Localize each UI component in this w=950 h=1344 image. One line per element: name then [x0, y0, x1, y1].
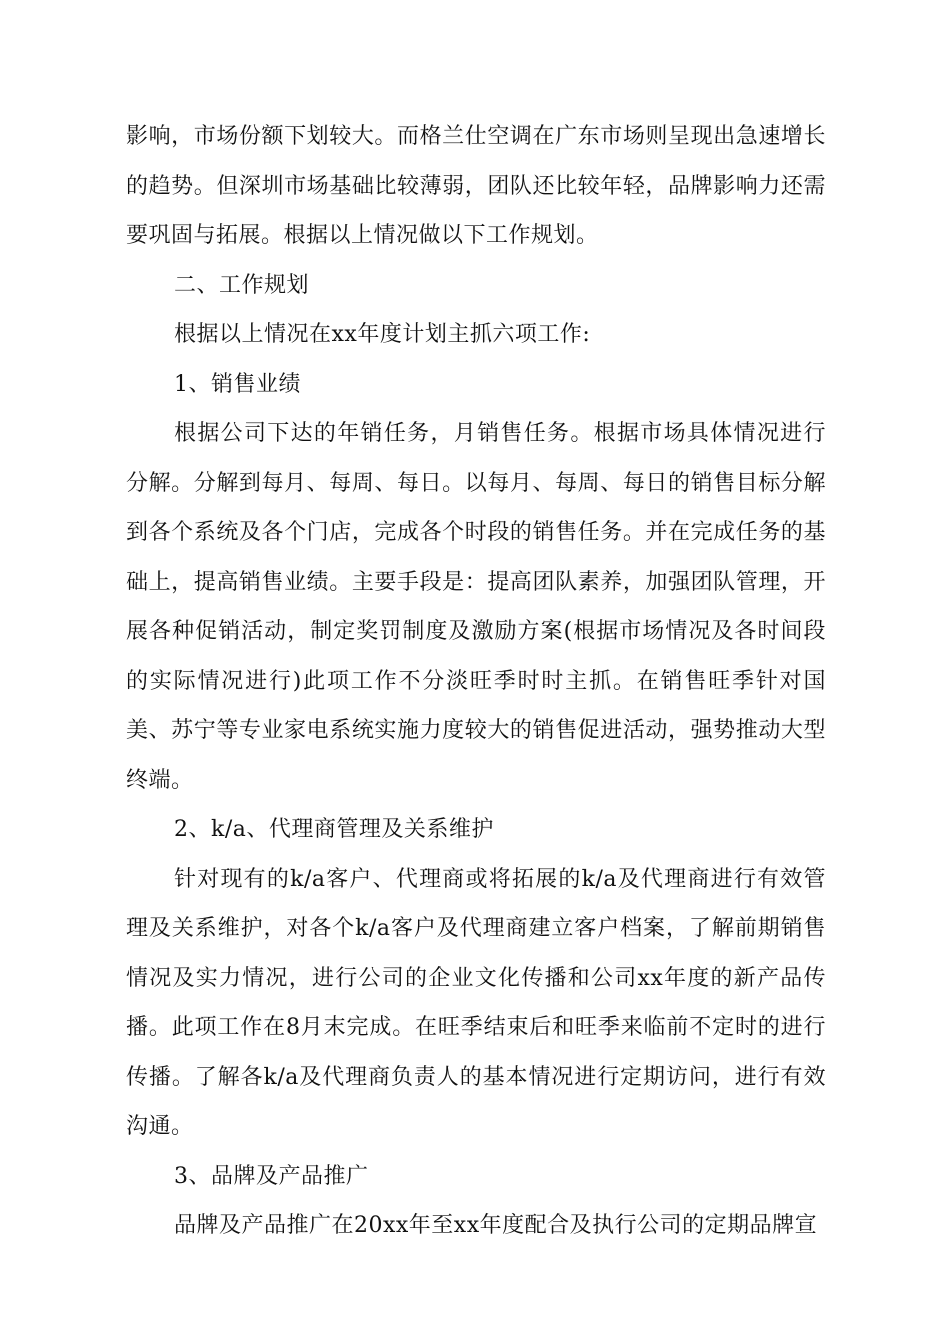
item-heading-ka-agent-management: 2、k/a、代理商管理及关系维护	[174, 817, 494, 842]
paragraph-brand-promotion: 品牌及产品推广在20xx年至xx年度配合及执行公司的定期品牌宣	[174, 1213, 818, 1238]
paragraph-sales-performance: 根据公司下达的年销任务，月销售任务。根据市场具体情况进行分解。分解到每月、每周、每日。以每月、每周、每日的销售目标分解到各个系统及各个门店，完成各个时段的销售任务。并在完成任务的基础上，提高销售业绩。主要手段是：提高团队素养，加强团队管理，开展各种促销活动，制定奖罚制度及激励方案(根据市场情况及各时间段的实际情况进行)此项工作不分淡旺季时时主抓。在销售旺季针对国美、苏宁等专业家电系统实施力度较大的销售促进活动，强势推动大型终端。	[126, 421, 826, 793]
document-body	[126, 112, 826, 1251]
paragraph-ka-agent-management: 针对现有的k/a客户、代理商或将拓展的k/a及代理商进行有效管理及关系维护，对各个k/a客户及代理商建立客户档案，了解前期销售情况及实力情况，进行公司的企业文化传播和公司xx年度的新产品传播。此项工作在8月末完成。在旺季结束后和旺季来临前不定时的进行传播。了解各k/a及代理商负责人的基本情况进行定期访问，进行有效沟通。	[126, 866, 826, 1139]
item-heading-sales-performance: 1、销售业绩	[174, 371, 301, 397]
section-heading-work-plan: 二、工作规划	[174, 272, 310, 298]
paragraph-plan-intro: 根据以上情况在xx年度计划主抓六项工作:	[174, 322, 591, 347]
paragraph-market-situation: 影响，市场份额下划较大。而格兰仕空调在广东市场则呈现出急速增长的趋势。但深圳市场基础比较薄弱，团队还比较年轻，品牌影响力还需要巩固与拓展。根据以上情况做以下工作规划。	[126, 124, 826, 248]
item-heading-brand-promotion: 3、品牌及产品推广	[174, 1163, 369, 1189]
